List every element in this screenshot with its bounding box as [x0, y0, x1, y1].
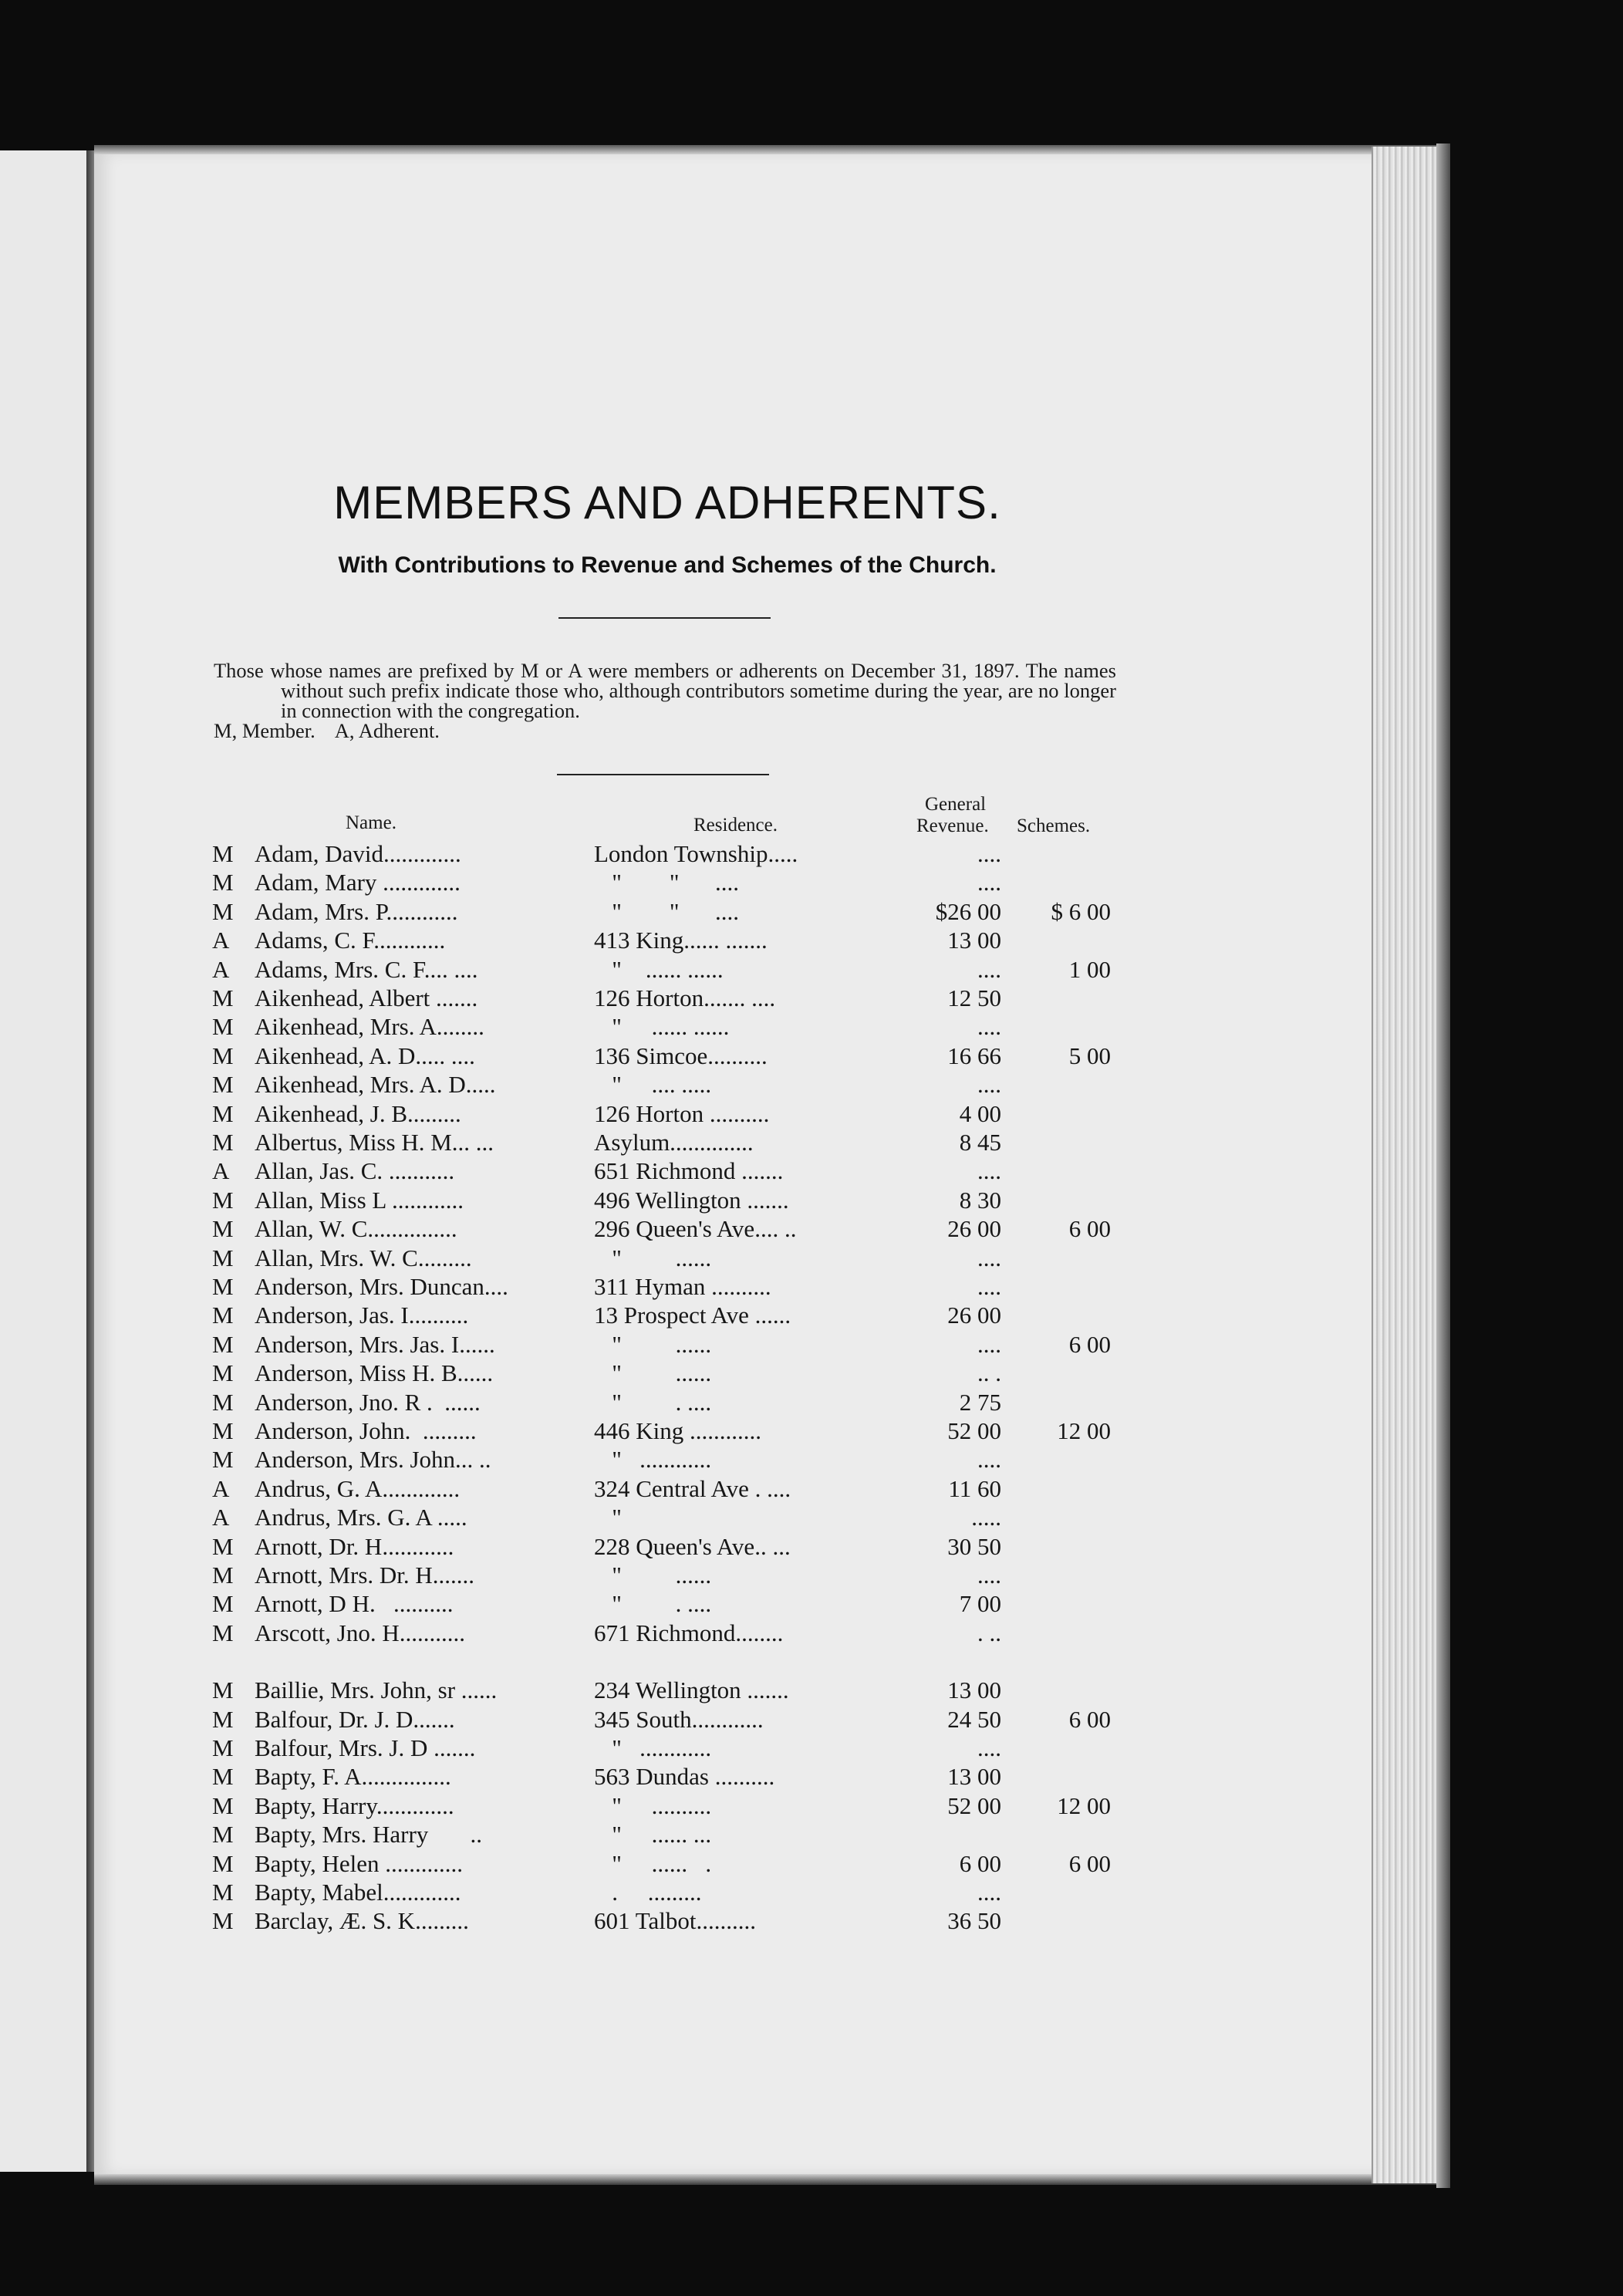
general-revenue-amount: ....: [977, 869, 1001, 896]
general-revenue-amount: ....: [977, 956, 1001, 983]
member-name: Bapty, Harry.............: [255, 1792, 454, 1819]
table-row: [0, 1272, 1311, 1302]
member-prefix: A: [212, 927, 230, 954]
general-revenue-amount: ....: [977, 1244, 1001, 1271]
table-row: [0, 1820, 1311, 1849]
member-name: Anderson, Mrs. Duncan....: [255, 1273, 508, 1300]
member-residence: " " ....: [594, 898, 740, 925]
schemes-amount: 6 00: [1068, 1850, 1111, 1877]
member-prefix: M: [212, 1071, 234, 1098]
general-revenue-amount: 8 30: [959, 1187, 1001, 1214]
general-revenue-amount: 13 00: [947, 927, 1001, 954]
table-row: [0, 1589, 1311, 1619]
member-residence: 126 Horton....... ....: [594, 984, 776, 1011]
member-residence: . .........: [594, 1879, 702, 1906]
table-row: [0, 1330, 1311, 1359]
member-name: Balfour, Mrs. J. D .......: [255, 1734, 476, 1761]
member-prefix: M: [212, 840, 234, 867]
member-residence: 13 Prospect Ave ......: [594, 1302, 791, 1329]
member-name: Barclay, Æ. S. K.........: [255, 1907, 469, 1934]
member-prefix: A: [212, 1475, 230, 1502]
member-prefix: M: [212, 1763, 234, 1790]
table-row: [0, 1791, 1311, 1821]
member-prefix: M: [212, 1100, 234, 1127]
member-prefix: M: [212, 1562, 234, 1589]
table-row: [0, 984, 1311, 1013]
member-name: Bapty, F. A...............: [255, 1763, 451, 1790]
general-revenue-amount: 6 00: [959, 1850, 1001, 1877]
table-row: [0, 1762, 1311, 1791]
member-residence: 234 Wellington .......: [594, 1676, 789, 1703]
member-name: Aikenhead, J. B.........: [255, 1100, 461, 1127]
member-residence: 126 Horton ..........: [594, 1100, 770, 1127]
member-prefix: M: [212, 898, 234, 925]
schemes-amount: $ 6 00: [1051, 898, 1111, 925]
general-revenue-amount: ....: [977, 1446, 1001, 1473]
member-name: Anderson, Jas. I..........: [255, 1302, 469, 1329]
member-name: Bapty, Mrs. Harry ..: [255, 1821, 483, 1848]
member-name: Anderson, John. .........: [255, 1417, 477, 1444]
table-row: [0, 1474, 1311, 1504]
general-revenue-amount: . ..: [977, 1619, 1001, 1646]
table-row: [0, 1070, 1311, 1099]
member-residence: 296 Queen's Ave.... ..: [594, 1215, 797, 1242]
column-header-name: Name.: [346, 812, 396, 833]
table-row: [0, 955, 1311, 984]
general-revenue-amount: .. .: [977, 1359, 1001, 1386]
schemes-amount: 6 00: [1068, 1706, 1111, 1733]
schemes-amount: 5 00: [1068, 1042, 1111, 1069]
general-revenue-amount: ....: [977, 1734, 1001, 1761]
column-header-revenue-line1: General: [925, 794, 987, 815]
member-name: Adam, David.............: [255, 840, 461, 867]
member-name: Arnott, Mrs. Dr. H.......: [255, 1562, 475, 1589]
table-row: [0, 1532, 1311, 1562]
member-name: Anderson, Mrs. Jas. I......: [255, 1331, 495, 1358]
member-name: Aikenhead, Albert .......: [255, 984, 478, 1011]
table-row: [0, 1705, 1311, 1734]
member-residence: ": [594, 1504, 622, 1531]
member-prefix: M: [212, 1821, 234, 1848]
table-row: [0, 1503, 1311, 1532]
page-bottom-shadow: [94, 2174, 1436, 2185]
member-prefix: M: [212, 1619, 234, 1646]
member-prefix: M: [212, 1302, 234, 1329]
page-stack-edges: [1372, 147, 1439, 2183]
member-name: Baillie, Mrs. John, sr ......: [255, 1676, 498, 1703]
intro-note: [214, 660, 1116, 741]
member-residence: Asylum..............: [594, 1129, 754, 1156]
table-row: [0, 1734, 1311, 1763]
general-revenue-amount: ....: [977, 1013, 1001, 1040]
member-name: Anderson, Mrs. John... ..: [255, 1446, 491, 1473]
member-name: Andrus, G. A.............: [255, 1475, 461, 1502]
member-residence: " . ....: [594, 1389, 712, 1416]
member-residence: " ............: [594, 1446, 712, 1473]
table-row: [0, 1099, 1311, 1129]
member-residence: 413 King...... .......: [594, 927, 768, 954]
general-revenue-amount: .....: [971, 1504, 1001, 1531]
member-name: Bapty, Helen .............: [255, 1850, 464, 1877]
page-stack-shadow: [1436, 144, 1450, 2188]
table-row: [0, 1388, 1311, 1417]
intro-rule: [557, 774, 769, 775]
member-prefix: M: [212, 1331, 234, 1358]
member-prefix: M: [212, 1879, 234, 1906]
general-revenue-amount: 36 50: [947, 1907, 1001, 1934]
member-name: Arscott, Jno. H...........: [255, 1619, 465, 1646]
member-prefix: M: [212, 1187, 234, 1214]
general-revenue-amount: 26 00: [947, 1302, 1001, 1329]
table-row: [0, 1359, 1311, 1388]
member-name: Adam, Mrs. P............: [255, 898, 458, 925]
member-residence: " ......: [594, 1244, 712, 1271]
member-residence: " ......: [594, 1359, 712, 1386]
member-residence: " ...... ......: [594, 956, 724, 983]
member-prefix: M: [212, 1389, 234, 1416]
member-name: Adam, Mary .............: [255, 869, 461, 896]
table-row: [0, 1445, 1311, 1474]
table-row: [0, 1676, 1311, 1705]
member-prefix: M: [212, 1850, 234, 1877]
member-residence: " ......: [594, 1562, 712, 1589]
general-revenue-amount: 11 60: [948, 1475, 1001, 1502]
member-residence: 324 Central Ave . ....: [594, 1475, 791, 1502]
member-residence: London Township.....: [594, 840, 798, 867]
member-prefix: M: [212, 1013, 234, 1040]
member-prefix: A: [212, 1504, 230, 1531]
member-residence: " ..........: [594, 1792, 712, 1819]
member-prefix: M: [212, 1244, 234, 1271]
table-row: [0, 1042, 1311, 1071]
general-revenue-amount: 24 50: [947, 1706, 1001, 1733]
member-residence: 136 Simcoe..........: [594, 1042, 768, 1069]
general-revenue-amount: ....: [977, 1879, 1001, 1906]
general-revenue-amount: ....: [977, 1331, 1001, 1358]
member-name: Albertus, Miss H. M... ...: [255, 1129, 494, 1156]
member-name: Arnott, D H. ..........: [255, 1590, 454, 1617]
member-name: Allan, Mrs. W. C.........: [255, 1244, 472, 1271]
schemes-amount: 12 00: [1057, 1417, 1111, 1444]
member-residence: " ............: [594, 1734, 712, 1761]
member-residence: " ......: [594, 1331, 712, 1358]
general-revenue-amount: ....: [977, 1273, 1001, 1300]
member-name: Aikenhead, Mrs. A........: [255, 1013, 484, 1040]
member-name: Aikenhead, A. D..... ....: [255, 1042, 475, 1069]
general-revenue-amount: 2 75: [959, 1389, 1001, 1416]
member-name: Aikenhead, Mrs. A. D.....: [255, 1071, 496, 1098]
member-residence: 601 Talbot..........: [594, 1907, 756, 1934]
member-residence: 563 Dundas ..........: [594, 1763, 775, 1790]
general-revenue-amount: 13 00: [947, 1676, 1001, 1703]
table-row: [0, 1878, 1311, 1907]
table-row: [0, 1416, 1311, 1446]
member-name: Arnott, Dr. H............: [255, 1533, 454, 1560]
member-residence: 446 King ............: [594, 1417, 761, 1444]
table-row: [0, 897, 1311, 927]
general-revenue-amount: 13 00: [947, 1763, 1001, 1790]
member-prefix: M: [212, 1734, 234, 1761]
page-title: MEMBERS AND ADHERENTS.: [333, 477, 1001, 528]
column-header-residence: Residence.: [693, 815, 778, 836]
member-prefix: M: [212, 1273, 234, 1300]
member-residence: 228 Queen's Ave.. ...: [594, 1533, 791, 1560]
general-revenue-amount: 16 66: [947, 1042, 1001, 1069]
general-revenue-amount: 26 00: [947, 1215, 1001, 1242]
member-prefix: M: [212, 1590, 234, 1617]
member-name: Adams, Mrs. C. F.... ....: [255, 956, 478, 983]
general-revenue-amount: $26 00: [935, 898, 1001, 925]
member-name: Anderson, Miss H. B......: [255, 1359, 494, 1386]
schemes-amount: 6 00: [1068, 1331, 1111, 1358]
schemes-amount: 6 00: [1068, 1215, 1111, 1242]
member-residence: 651 Richmond .......: [594, 1157, 784, 1184]
table-row: [0, 1186, 1311, 1215]
column-header-revenue-line2: Revenue.: [916, 815, 989, 836]
general-revenue-amount: 12 50: [947, 984, 1001, 1011]
member-name: Balfour, Dr. J. D.......: [255, 1706, 455, 1733]
table-row: [0, 868, 1311, 897]
member-residence: " .... .....: [594, 1071, 712, 1098]
member-prefix: M: [212, 1129, 234, 1156]
member-name: Allan, Miss L ............: [255, 1187, 464, 1214]
table-row: [0, 1301, 1311, 1330]
table-row: [0, 926, 1311, 955]
member-name: Bapty, Mabel.............: [255, 1879, 461, 1906]
general-revenue-amount: 52 00: [947, 1417, 1001, 1444]
member-name: Anderson, Jno. R . ......: [255, 1389, 481, 1416]
table-row: [0, 1849, 1311, 1879]
general-revenue-amount: ....: [977, 1071, 1001, 1098]
member-name: Andrus, Mrs. G. A .....: [255, 1504, 467, 1531]
member-prefix: M: [212, 1706, 234, 1733]
member-name: Allan, Jas. C. ...........: [255, 1157, 455, 1184]
member-residence: " . ....: [594, 1590, 712, 1617]
general-revenue-amount: 4 00: [959, 1100, 1001, 1127]
member-residence: " ...... ...: [594, 1821, 712, 1848]
table-row: [0, 1012, 1311, 1042]
member-residence: 671 Richmond........: [594, 1619, 784, 1646]
member-residence: " " ....: [594, 869, 740, 896]
schemes-amount: 12 00: [1057, 1792, 1111, 1819]
column-header-schemes: Schemes.: [1017, 815, 1091, 836]
general-revenue-amount: 8 45: [959, 1129, 1001, 1156]
member-residence: " ...... ......: [594, 1013, 730, 1040]
member-prefix: M: [212, 1446, 234, 1473]
table-row: [0, 1619, 1311, 1648]
table-row: [0, 1128, 1311, 1157]
member-prefix: A: [212, 956, 230, 983]
intro-paragraph: Those whose names are prefixed by M or A were members or adherents on December 31, 1897. The names without such prefix indicate those who, although contributors sometime during the year, are no longer in connection with the congregation.: [214, 659, 1116, 722]
member-prefix: M: [212, 1533, 234, 1560]
member-prefix: M: [212, 1676, 234, 1703]
general-revenue-amount: 30 50: [947, 1533, 1001, 1560]
member-residence: 311 Hyman ..........: [594, 1273, 771, 1300]
member-prefix: M: [212, 869, 234, 896]
member-prefix: A: [212, 1157, 230, 1184]
member-residence: 496 Wellington .......: [594, 1187, 789, 1214]
table-row: [0, 1906, 1311, 1936]
table-row: [0, 1561, 1311, 1590]
table-row: [0, 1214, 1311, 1244]
member-prefix: M: [212, 1907, 234, 1934]
member-prefix: M: [212, 984, 234, 1011]
page-subtitle: With Contributions to Revenue and Schemes of the Church.: [338, 552, 997, 578]
table-row: [0, 1156, 1311, 1186]
member-prefix: M: [212, 1792, 234, 1819]
member-prefix: M: [212, 1215, 234, 1242]
page-top-shadow: [94, 145, 1436, 154]
schemes-amount: 1 00: [1068, 956, 1111, 983]
member-prefix: M: [212, 1417, 234, 1444]
member-name: Adams, C. F............: [255, 927, 446, 954]
table-row: [0, 839, 1311, 869]
member-prefix: M: [212, 1359, 234, 1386]
general-revenue-amount: ....: [977, 1562, 1001, 1589]
member-residence: 345 South............: [594, 1706, 764, 1733]
prefix-legend: M, Member. A, Adherent.: [214, 719, 440, 742]
general-revenue-amount: ....: [977, 1157, 1001, 1184]
member-name: Allan, W. C...............: [255, 1215, 457, 1242]
member-residence: " ...... .: [594, 1850, 712, 1877]
general-revenue-amount: 7 00: [959, 1590, 1001, 1617]
member-prefix: M: [212, 1042, 234, 1069]
general-revenue-amount: 52 00: [947, 1792, 1001, 1819]
table-row: [0, 1244, 1311, 1273]
general-revenue-amount: ....: [977, 840, 1001, 867]
title-rule: [558, 617, 771, 619]
